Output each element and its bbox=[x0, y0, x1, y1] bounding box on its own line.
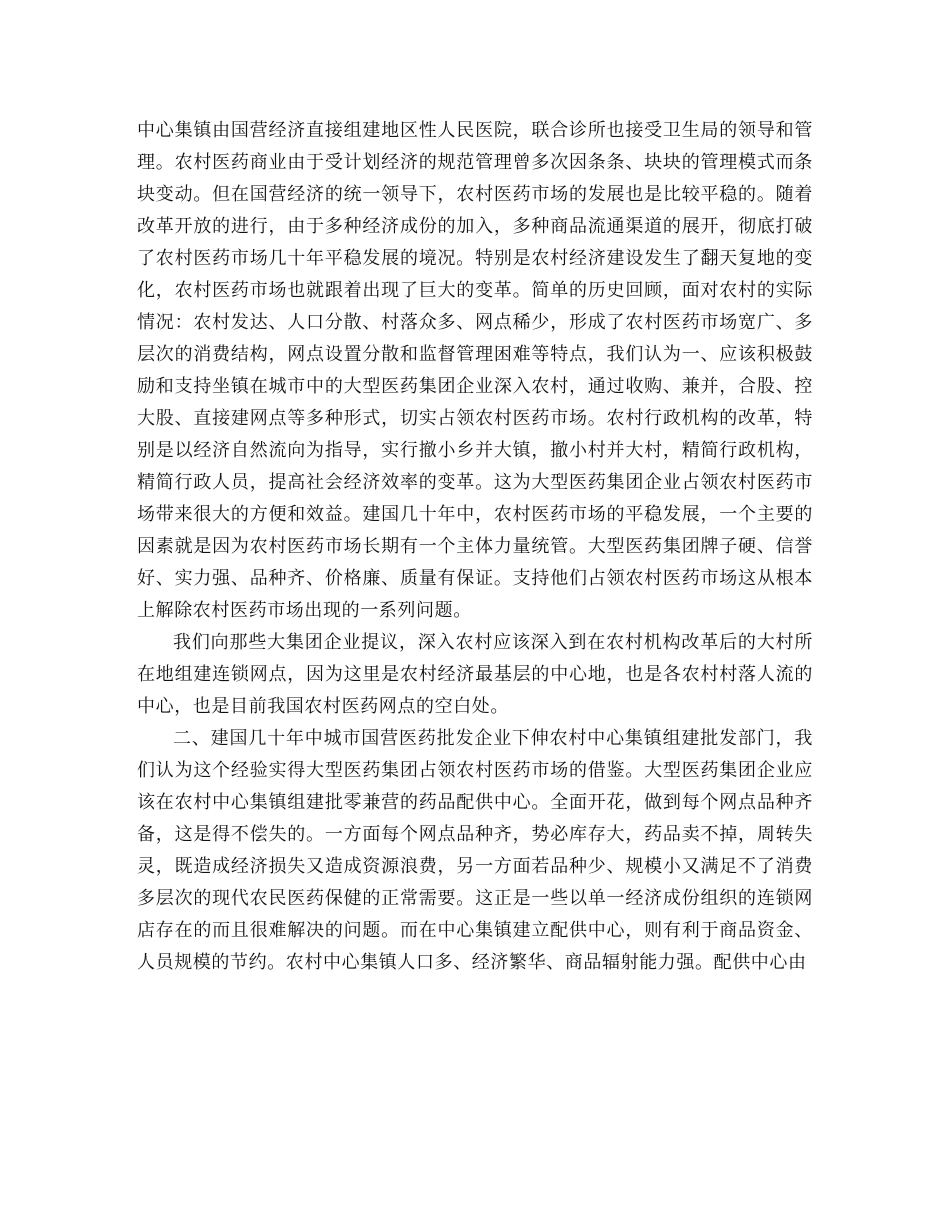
paragraph-2: 我们向那些大集团企业提议，深入农村应该深入到在农村机构改革后的大村所在地组建连锁网点，因为这里是农村经济最基层的中心地，也是各农村村落人流的中心，也是目前我国农村医药网点的空白处。 bbox=[137, 632, 813, 717]
paragraph-1: 中心集镇由国营经济直接组建地区性人民医院，联合诊所也接受卫生局的领导和管理。农村医药商业由于受计划经济的规范管理曾多次因条条、块块的管理模式而条块变动。但在国营经济的统一领导下，农村医药市场的发展也是比较平稳的。随着改革开放的进行，由于多种经济成份的加入，多种商品流通渠道的展开，彻底打破了农村医药市场几十年平稳发展的境况。特别是农村经济建设发生了翻天复地的变化，农村医药市场也就跟着出现了巨大的变革。简单的历史回顾，面对农村的实际情况：农村发达、人口分散、村落众多、网点稀少，形成了农村医药市场宽广、多层次的消费结构，网点设置分散和监督管理困难等特点，我们认为一、应该积极鼓励和支持坐镇在城市中的大型医药集团企业深入农村，通过收购、兼并，合股、控大股、直接建网点等多种形式，切实占领农村医药市场。农村行政机构的改革，特别是以经济自然流向为指导，实行撤小乡并大镇，撤小村并大村，精简行政机构，精简行政人员，提高社会经济效率的变革。这为大型医药集团企业占领农村医药市场带来很大的方便和效益。建国几十年中，农村医药市场的平稳发展，一个主要的因素就是因为农村医药市场长期有一个主体力量统管。大型医药集团牌子硬、信誉好、实力强、品种齐、价格廉、质量有保证。支持他们占领农村医药市场这从根本上解除农村医药市场出现的一系列问题。 bbox=[137, 120, 813, 621]
document-body bbox=[137, 115, 813, 979]
paragraph-3: 二、建国几十年中城市国营医药批发企业下伸农村中心集镇组建批发部门，我们认为这个经验实得大型医药集团占领农村医药市场的借鉴。大型医药集团企业应该在农村中心集镇组建批零兼营的药品配供中心。全面开花，做到每个网点品种齐备，这是得不偿失的。一方面每个网点品种齐，势必库存大，药品卖不掉，周转失灵，既造成经济损失又造成资源浪费，另一方面若品种少、规模小又满足不了消费多层次的现代农民医药保健的正常需要。这正是一些以单一经济成份组织的连锁网店存在的而且很难解决的问题。而在中心集镇建立配供中心，则有利于商品资金、人员规模的节约。农村中心集镇人口多、经济繁华、商品辐射能力强。配供中心由 bbox=[137, 728, 813, 973]
